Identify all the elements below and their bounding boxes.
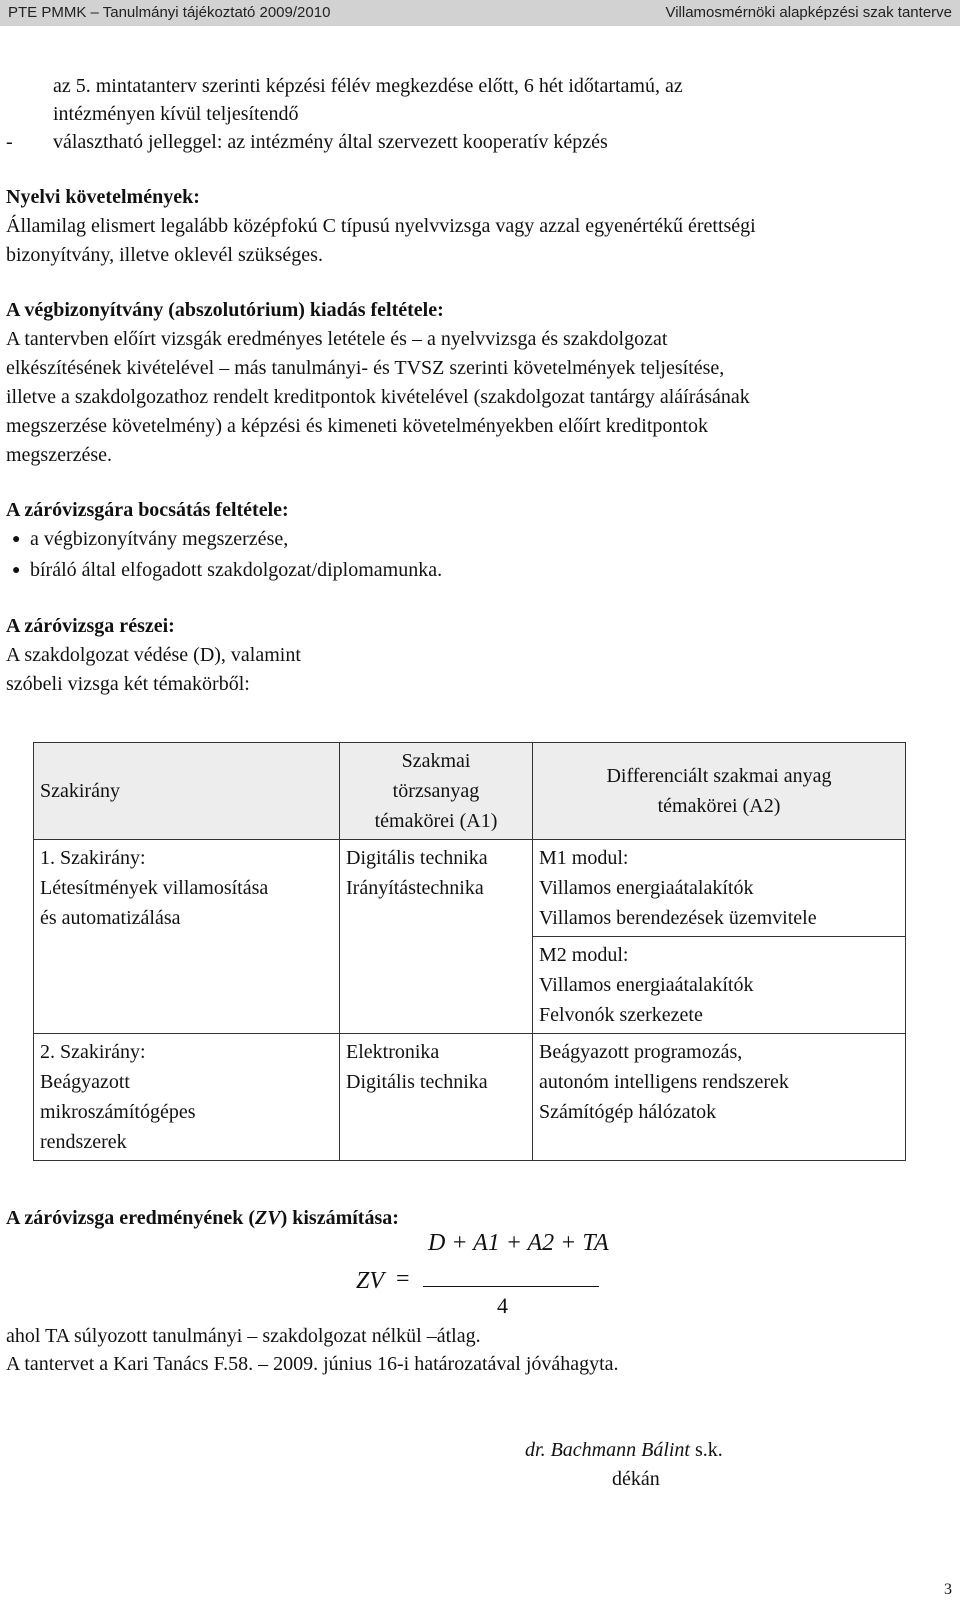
table-row: [34, 840, 906, 937]
exam-topics-table: [33, 742, 906, 1161]
result-heading-pre: A záróvizsga eredményének (: [6, 1207, 256, 1229]
cell-line: Beágyazott: [40, 1071, 130, 1093]
intro-line-1: az 5. mintatanterv szerinti képzési félév megkezdése előtt, 6 hét időtartamú, az: [53, 75, 683, 97]
result-line-2: A tantervet a Kari Tanács F.58. – 2009. június 16-i határozatával jóváhagyta.: [6, 1353, 619, 1375]
admission-bullet-1: a végbizonyítvány megszerzése,: [30, 528, 289, 550]
cell-line: Villamos energiaátalakítók: [539, 877, 754, 899]
admission-bullet-2: bíráló által elfogadott szakdolgozat/diplomamunka.: [30, 559, 443, 581]
header-right-title: Villamosmérnöki alapképzési szak tanterve: [665, 4, 952, 21]
cell-line: M1 modul:: [539, 847, 629, 869]
header-cell-differentiated: [533, 743, 906, 840]
formula-numerator: D + A1 + A2 + TA: [428, 1230, 609, 1256]
result-heading-post: ) kiszámítása:: [280, 1207, 399, 1229]
absolutorium-line-4: megszerzése követelmény) a képzési és kimeneti követelményekben előírt kreditpontok: [6, 415, 708, 437]
cell-line: Felvonók szerkezete: [539, 1004, 703, 1026]
cell-line: Létesítmények villamosítása: [40, 877, 269, 899]
row2-differentiated-cell: [533, 1034, 906, 1161]
header-diff-line: Differenciált szakmai anyag: [606, 765, 832, 787]
signature-title: dékán: [612, 1468, 660, 1490]
language-heading: Nyelvi követelmények:: [6, 186, 200, 208]
row2-specialization-cell: [34, 1034, 340, 1161]
language-line-1: Államilag elismert legalább középfokú C típusú nyelvvizsga vagy azzal egyenértékű érettségi: [6, 215, 756, 237]
cell-line: Számítógép hálózatok: [539, 1101, 717, 1123]
row1-specialization-cell: [34, 840, 340, 1034]
header-cell-core: [340, 743, 533, 840]
cell-line: Villamos berendezések üzemvitele: [539, 907, 817, 929]
cell-line: és automatizálása: [40, 907, 181, 929]
formula-denominator: 4: [497, 1293, 508, 1318]
intro-line-3: választható jelleggel: az intézmény által szervezett kooperatív képzés: [53, 131, 608, 153]
absolutorium-line-2: elkészítésének kivételével – más tanulmányi- és TVSZ szerinti követelmények teljesítése,: [6, 357, 725, 379]
result-line-1: ahol TA súlyozott tanulmányi – szakdolgozat nélkül –átlag.: [6, 1325, 481, 1347]
page-number: 3: [944, 1581, 952, 1598]
result-heading-zv: ZV: [255, 1207, 281, 1229]
intro-dash: -: [6, 131, 13, 153]
absolutorium-line-5: megszerzése.: [6, 444, 113, 466]
exam-parts-line-1: A szakdolgozat védése (D), valamint: [6, 644, 301, 666]
header-core-line: törzsanyag: [392, 780, 480, 802]
cell-line: Digitális technika: [346, 1071, 488, 1093]
exam-parts-line-2: szóbeli vizsga két témakörből:: [6, 673, 250, 695]
cell-line: Beágyazott programozás,: [539, 1041, 743, 1063]
cell-line: Digitális technika: [346, 847, 488, 869]
row1-core-cell: [340, 840, 533, 1034]
row1-m2-cell: [533, 937, 906, 1034]
header-cell-specialization: [34, 743, 340, 840]
formula-equals: =: [396, 1266, 410, 1292]
cell-line: M2 modul:: [539, 944, 629, 966]
language-line-2: bizonyítvány, illetve oklevél szükséges.: [6, 244, 323, 266]
page-header: [0, 0, 960, 26]
cell-line: 1. Szakirány:: [40, 847, 146, 869]
cell-line: Elektronika: [346, 1041, 440, 1063]
signature-suffix: s.k.: [690, 1439, 723, 1461]
formula-lhs: ZV: [356, 1268, 385, 1294]
absolutorium-line-1: A tantervben előírt vizsgák eredményes letétele és – a nyelvvizsga és szakdolgozat: [6, 328, 668, 350]
exam-parts-heading: A záróvizsga részei:: [6, 615, 175, 637]
cell-line: autonóm intelligens rendszerek: [539, 1071, 789, 1093]
row2-core-cell: [340, 1034, 533, 1161]
signature-name: [525, 1436, 723, 1465]
header-specialization-label: Szakirány: [40, 780, 120, 802]
table-header-row: [34, 743, 906, 840]
bullet-icon: ●: [12, 532, 21, 547]
cell-line: mikroszámítógépes: [40, 1101, 196, 1123]
header-left-title: PTE PMMK – Tanulmányi tájékoztató 2009/2010: [8, 4, 331, 21]
cell-line: rendszerek: [40, 1131, 127, 1153]
formula-fraction-line: [423, 1286, 599, 1287]
result-heading: [6, 1204, 399, 1233]
absolutorium-heading: A végbizonyítvány (abszolutórium) kiadás feltétele:: [6, 299, 444, 321]
table-row: [34, 1034, 906, 1161]
absolutorium-line-3: illetve a szakdolgozathoz rendelt kreditpontok kivételével (szakdolgozat tantárgy aláírásának: [6, 386, 750, 408]
intro-line-2: intézményen kívül teljesítendő: [53, 103, 299, 125]
cell-line: 2. Szakirány:: [40, 1041, 146, 1063]
cell-line: Irányítástechnika: [346, 877, 484, 899]
admission-heading: A záróvizsgára bocsátás feltétele:: [6, 499, 289, 521]
bullet-icon: ●: [12, 563, 21, 578]
signature-name-italic: dr. Bachmann Bálint: [525, 1439, 690, 1461]
row1-m1-cell: [533, 840, 906, 937]
header-core-line: témakörei (A1): [374, 810, 498, 832]
cell-line: Villamos energiaátalakítók: [539, 974, 754, 996]
header-core-line: Szakmai: [401, 750, 471, 772]
header-diff-line: témakörei (A2): [657, 795, 781, 817]
